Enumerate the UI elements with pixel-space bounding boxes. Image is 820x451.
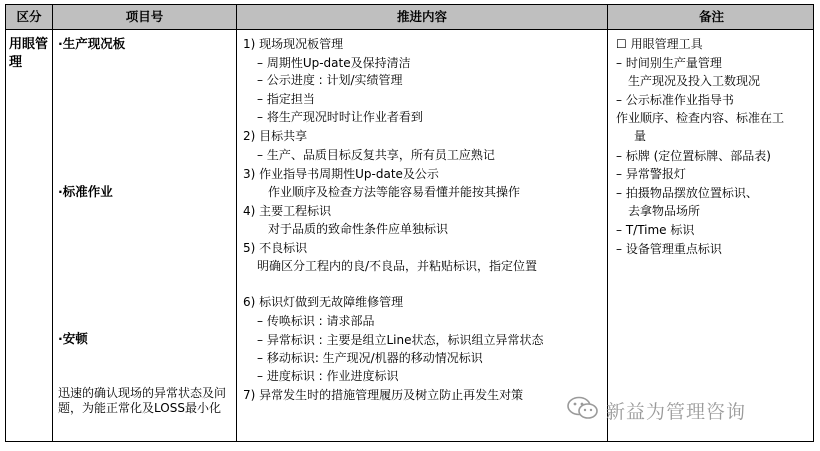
remarks-line: – T/Time 标识: [616, 223, 695, 237]
content-line: 5) 不良标识: [243, 241, 308, 255]
content-line: 作业顺序及检查方法等能容易看懂并能按其操作: [268, 185, 521, 199]
item-production-board: ·生产现况板: [58, 36, 126, 51]
item-purpose: 迅速的确认现场的异常状态及问题，为能正常化及LOSS最小化: [58, 386, 227, 415]
content-line: 对于品质的致命性条件应单独标识: [268, 222, 449, 236]
column-divider: [52, 5, 53, 441]
remarks-line: 作业顺序、检查内容、标准在工: [616, 111, 785, 125]
content-line: – 异常标识 : 主要是组立Line状态，标识组立异常状态: [257, 333, 544, 347]
remarks-line: – 时间别生产量管理: [616, 56, 722, 70]
content-line: – 公示进度 : 计划/实绩管理: [257, 73, 403, 87]
remarks-line: 生产现况及投入工数现况: [628, 74, 761, 88]
column-divider: [607, 5, 608, 441]
management-table: [5, 4, 814, 442]
content-line: – 指定担当: [257, 92, 315, 106]
remarks-line: 量: [634, 129, 647, 143]
content-line: – 生产、品质目标反复共享，所有员工应熟记: [257, 148, 495, 162]
content-line: 2) 目标共享: [243, 129, 308, 143]
item-standard-work: ·标准作业: [58, 184, 113, 199]
remarks-line: – 公示标准作业指导书: [616, 93, 734, 107]
watermark-text: 新益为管理咨询: [606, 400, 747, 423]
header-item: 项目号: [125, 9, 164, 24]
category-label: 用眼管理: [9, 37, 49, 70]
content-line: 4) 主要工程标识: [243, 204, 332, 218]
content-line: – 移动标识: 生产现况/机器的移动情况标识: [257, 351, 483, 365]
remarks-line: 去拿物品场所: [628, 204, 701, 218]
remarks-line: – 标牌 (定位置标牌、部品表): [616, 149, 771, 163]
header-content: 推进内容: [396, 9, 447, 24]
content-line: – 周期性Up-date及保持清洁: [257, 56, 411, 70]
watermark: [566, 396, 746, 424]
wechat-icon: [566, 395, 600, 425]
remarks-line: – 异常警报灯: [616, 167, 686, 181]
content-line: 3) 作业指导书周期性Up-date及公示: [243, 167, 439, 181]
remarks-line: – 设备管理重点标识: [616, 242, 722, 256]
item-arrangement: ·安顿: [58, 331, 88, 346]
content-line: 6) 标识灯做到无故障维修管理: [243, 295, 404, 309]
content-line: 7) 异常发生时的措施管理履历及树立防止再发生对策: [243, 388, 524, 402]
header-category: 区分: [16, 9, 42, 24]
remarks-line: – 拍摄物品摆放位置标识、: [616, 186, 758, 200]
content-line: 1) 现场现况板管理: [243, 37, 344, 51]
header-remarks: 备注: [698, 9, 724, 24]
content-line: – 进度标识 : 作业进度标识: [257, 369, 399, 383]
remarks-line: ☐ 用眼管理工具: [616, 37, 703, 51]
column-divider: [236, 5, 237, 441]
content-line: 明确区分工程内的良/不良品，并粘贴标识，指定位置: [257, 259, 538, 273]
content-line: – 传唤标识 : 请求部品: [257, 314, 375, 328]
content-line: – 将生产现况时时让作业者看到: [257, 110, 423, 124]
